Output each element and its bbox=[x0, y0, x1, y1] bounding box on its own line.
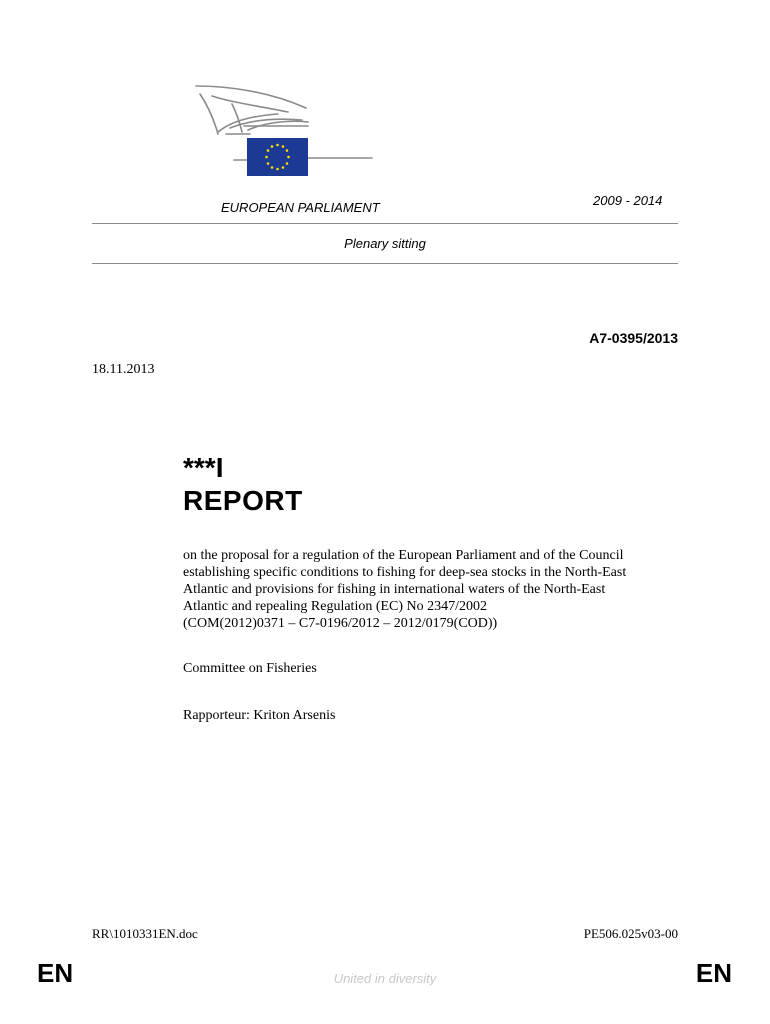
motto: United in diversity bbox=[333, 971, 437, 986]
report-subject bbox=[183, 547, 683, 632]
sitting-label: Plenary sitting bbox=[344, 236, 426, 251]
rapporteur: Rapporteur: Kriton Arsenis bbox=[183, 708, 336, 723]
subject-line: establishing specific conditions to fishing for deep-sea stocks in the North-East bbox=[183, 565, 627, 580]
committee-name: Committee on Fisheries bbox=[183, 661, 317, 676]
pe-reference: PE506.025v03-00 bbox=[583, 926, 678, 941]
institution-name: EUROPEAN PARLIAMENT bbox=[221, 200, 380, 215]
file-reference: RR\1010331EN.doc bbox=[92, 926, 198, 941]
subject-line: (COM(2012)0371 – C7-0196/2012 – 2012/0179(COD)) bbox=[183, 616, 498, 631]
document-date: 18.11.2013 bbox=[92, 362, 155, 377]
eu-flag-icon bbox=[247, 138, 308, 176]
procedure-code: ***I bbox=[183, 452, 224, 483]
language-code-right: EN bbox=[695, 958, 732, 988]
language-code-left: EN bbox=[37, 958, 74, 988]
header-divider-top bbox=[92, 223, 678, 224]
subject-line: on the proposal for a regulation of the European Parliament and of the Council bbox=[183, 548, 624, 563]
document-number: A7-0395/2013 bbox=[589, 330, 678, 346]
european-parliament-logo-icon bbox=[190, 82, 380, 182]
header-divider-bottom bbox=[92, 263, 678, 264]
report-title: REPORT bbox=[183, 485, 303, 516]
parliamentary-term: 2009 - 2014 bbox=[593, 193, 663, 208]
subject-line: Atlantic and repealing Regulation (EC) No 2347/2002 bbox=[183, 599, 488, 614]
subject-line: Atlantic and provisions for fishing in international waters of the North-East bbox=[183, 582, 606, 597]
